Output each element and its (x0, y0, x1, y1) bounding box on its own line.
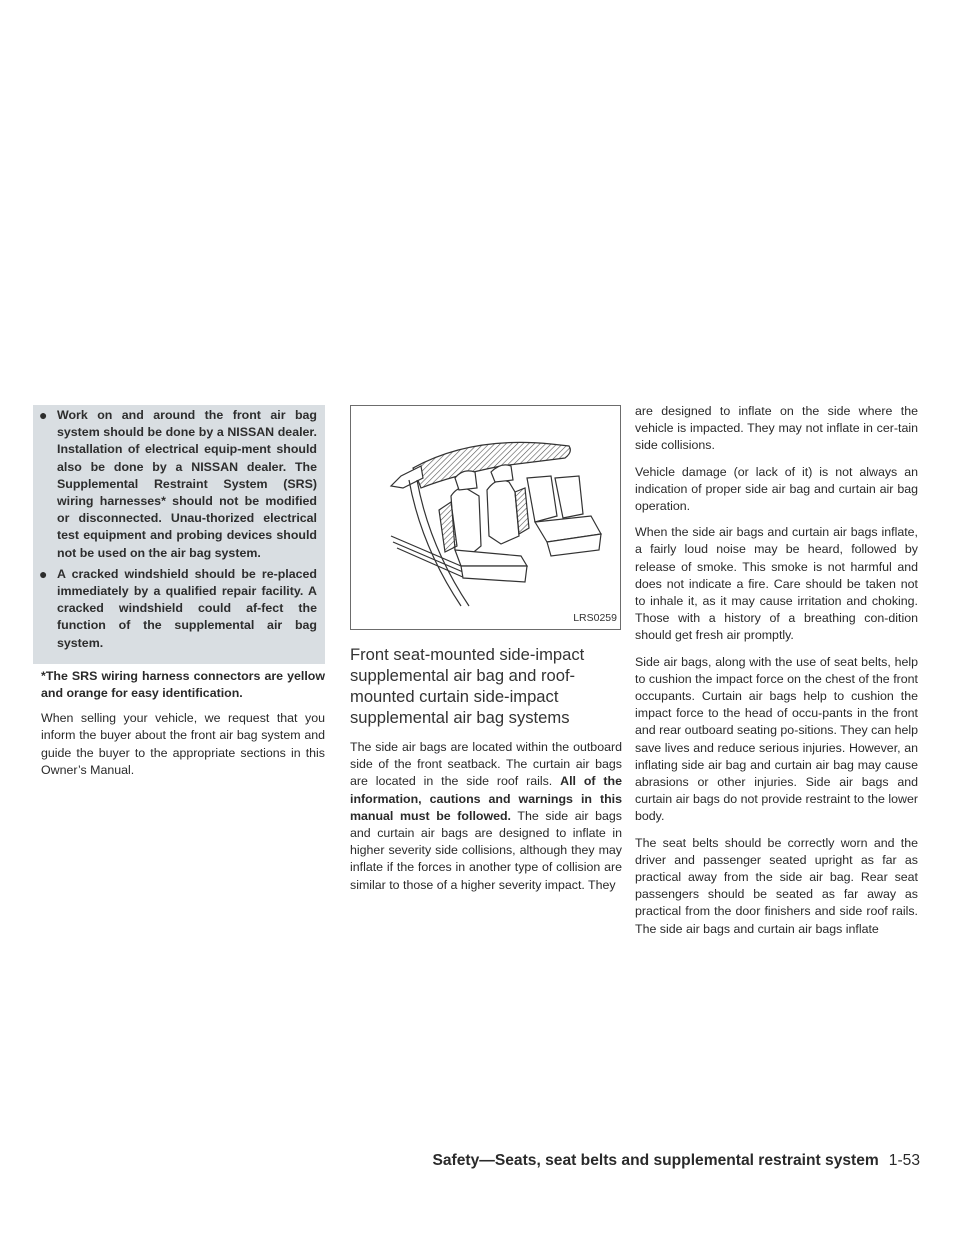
page-footer (432, 1152, 920, 1170)
left-paragraph: When selling your vehicle, we request that you inform the buyer about the front air bag system and guide the buyer to the appropriate sections in this Owner’s Manual. (41, 711, 325, 777)
airbag-illustration (350, 405, 621, 630)
bold-emphasis: All of the information, cautions and warnings in this manual must be followed. (350, 774, 622, 823)
warning-bullet-text: A cracked windshield should be re-placed immediately by a qualified repair facility. A cracked windshield could af-fect the function of the supplemental air bag system. (57, 566, 317, 650)
right-paragraph: Side air bags, along with the use of seat belts, help to cushion the impact force on the chest of the front occupants. Curtain air bags help to cushion the impact force to the head of occu-pants in the front and rear outboard seating po-sitions. They can help save lives and reduce serious injuries. However, an inflating side air bag and curtain air bag may cause abrasions or other injuries. Side air bags and curtain air bags do not provide restraint to the lower body. (635, 654, 918, 824)
page-number: 1-53 (888, 1152, 920, 1169)
right-paragraph: are designed to inflate on the side where the vehicle is impacted. They may not inflate in cer-tain side collisions. (635, 404, 918, 453)
warning-box (33, 405, 325, 664)
text-run: The side air bags and curtain air bags are designed to inflate in higher severity side collisions, although they may inflate if the forces in another type of collision are similar to those of a higher severity impact. They (350, 808, 622, 892)
warning-bullet (39, 566, 317, 652)
footer-section-title: Safety—Seats, seat belts and supplemental restraint system (432, 1152, 879, 1169)
right-column (635, 403, 918, 947)
left-column (41, 405, 325, 788)
airbag-drawing (351, 406, 621, 630)
middle-column (350, 405, 622, 903)
right-paragraph: When the side air bags and curtain air bags inflate, a fairly loud noise may be heard, followed by release of smoke. This smoke is not harmful and does not indicate a fire. Care should be taken not to inhale it, as it may cause irritation and choking. Those with a history of a breathing con-dition should get fresh air promptly. (635, 525, 918, 643)
middle-paragraph (350, 739, 622, 894)
text-run: The side air bags are located within the outboard side of the front seatback. The curtain air bags are located in the side roof rails. (350, 740, 622, 789)
section-heading: Front seat-mounted side-impact supplemental air bag and roof-mounted curtain side-impact supplemental air bag systems (350, 645, 585, 727)
warning-bullet (39, 407, 317, 562)
bullet-icon: ● (39, 565, 48, 582)
right-paragraph: The seat belts should be correctly worn and the driver and passenger seated upright as far as practical away from the side air bag. Rear seat passengers should be seated as far away as practical from the door finishers and side roof rails. The side air bags and curtain air bags inflate (635, 835, 918, 936)
warning-bullet-text: Work on and around the front air bag system should be done by a NISSAN dealer. Installation of electrical equip-ment should also be done by a NISSAN dealer. The Supplemental Restraint System (SRS) wiring harnesses* should not be modified or disconnected. Unau-thorized electrical test equipment and probing devices should not be used on the air bag system. (57, 408, 317, 560)
figure-code: LRS0259 (573, 611, 617, 624)
bullet-icon: ● (39, 407, 48, 423)
wiring-note: *The SRS wiring harness connectors are yellow and orange for easy identification. (41, 668, 325, 701)
right-paragraph: Vehicle damage (or lack of it) is not always an indication of proper side air bag and curtain air bag operation. (635, 464, 918, 514)
